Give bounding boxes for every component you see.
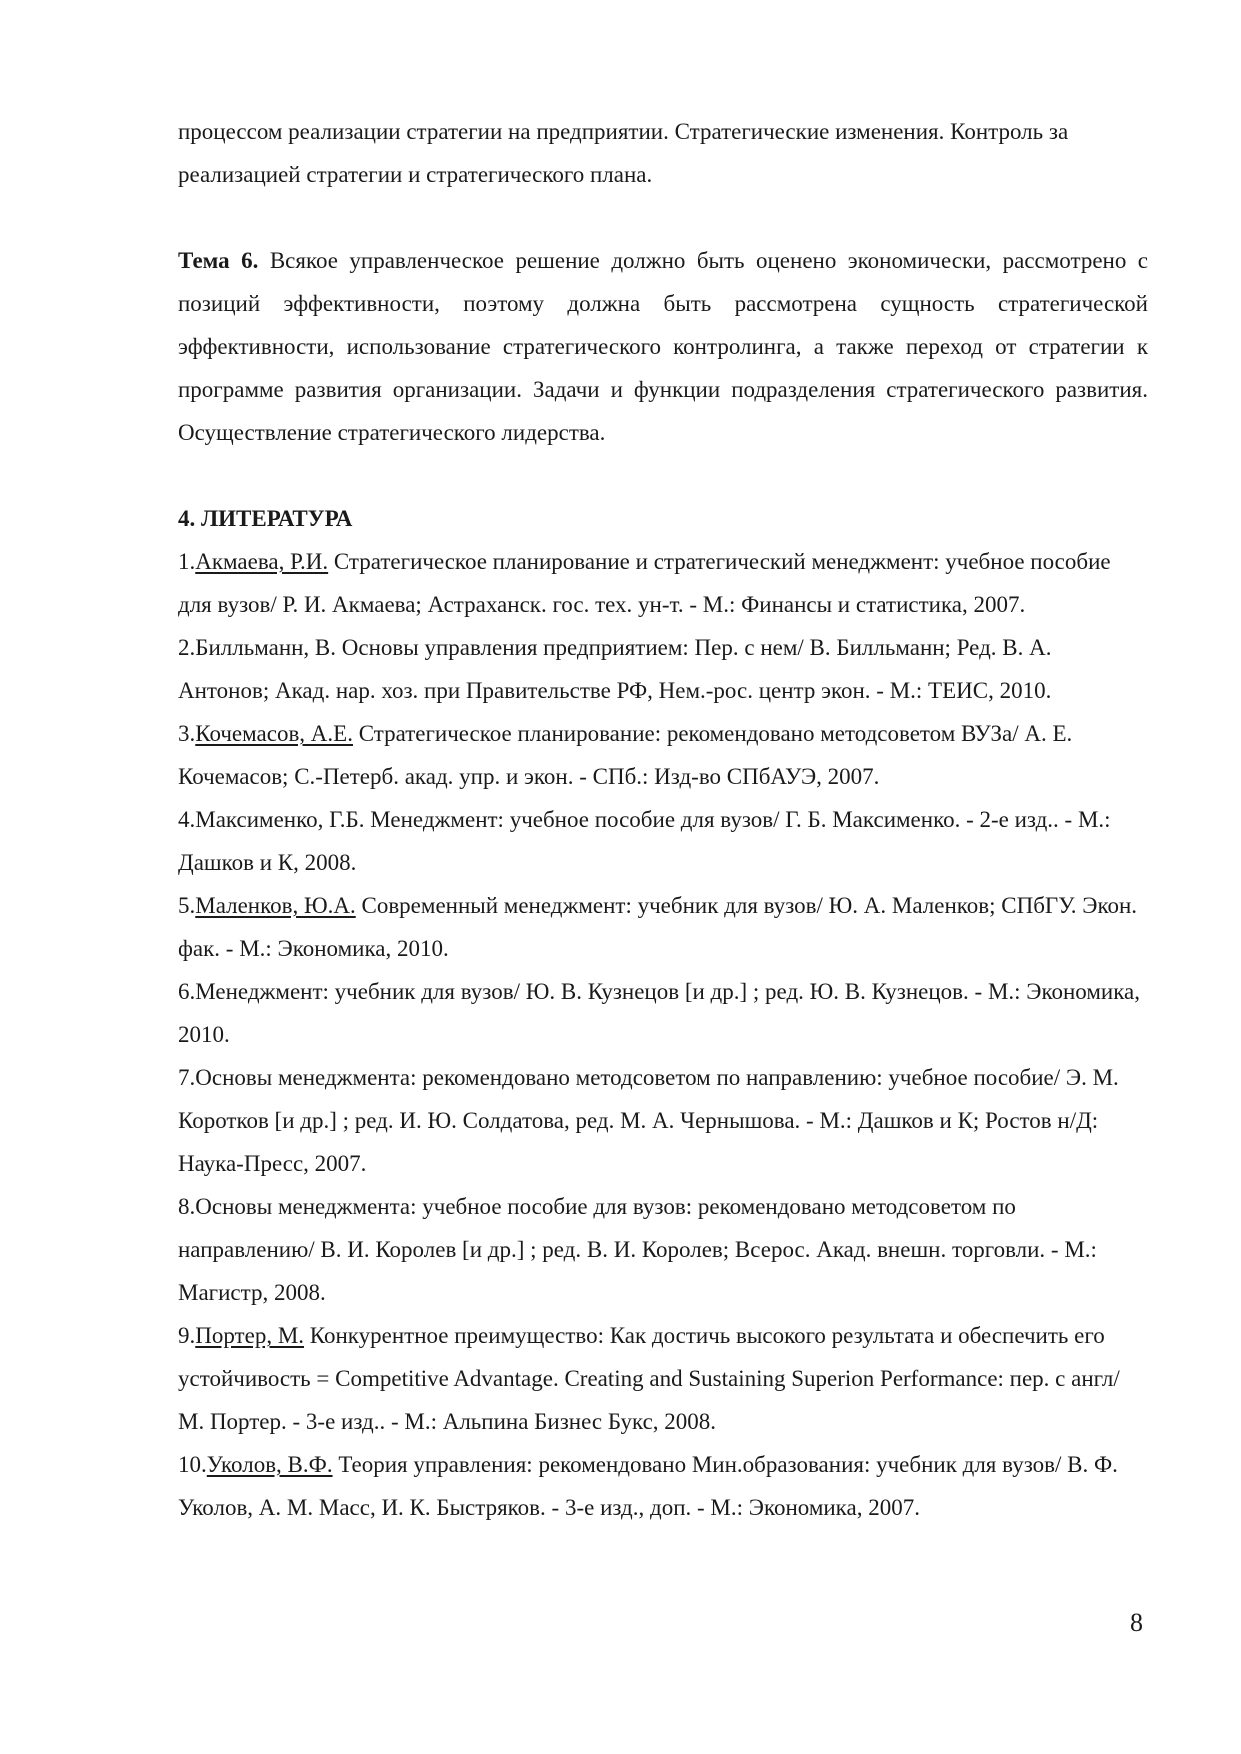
intro-paragraph (178, 110, 1148, 196)
item-number: 1. (178, 549, 196, 574)
item-text: Билльманн, В. Основы управления предприятием: Пер. с нем/ В. Билльманн; Ред. В. А. Антонов; Акад. нар. хоз. при Правительстве РФ, Нем.-рос. центр экон. - М.: ТЕИС, 2010. (178, 635, 1052, 703)
author-link[interactable]: Кочемасов, А.Е. (195, 721, 353, 746)
item-number: 3. (178, 721, 196, 746)
intro-text: процессом реализации стратегии на предприятии. Стратегические изменения. Контроль за реализацией стратегии и стратегического плана. (178, 119, 1069, 187)
item-text: Конкурентное преимущество: Как достичь высокого результата и обеспечить его устойчивость = Competitive Advantage. Creating and Sustaining Superion Performance: пер. с англ/ М. Портер. - 3-е изд.. - М.: Альпина Бизнес Букс, 2008. (178, 1323, 1120, 1434)
item-number: 2. (178, 635, 196, 660)
spacer (178, 196, 1148, 239)
item-text: Теория управления: рекомендовано Мин.образования: учебник для вузов/ В. Ф. Уколов, А. М. Масс, И. К. Быстряков. - 3-е изд., доп. - М.: Экономика, 2007. (178, 1452, 1118, 1520)
literature-item-5 (178, 884, 1148, 970)
item-number: 4. (178, 807, 196, 832)
item-text: Основы менеджмента: учебное пособие для вузов: рекомендовано методсоветом по направлению/ В. И. Королев [и др.] ; ред. В. И. Королев; Всерос. Акад. внешн. торговли. - М.: Магистр, 2008. (178, 1194, 1097, 1305)
item-number: 9. (178, 1323, 196, 1348)
literature-item-7 (178, 1056, 1148, 1185)
literature-item-10 (178, 1443, 1148, 1529)
item-text: Современный менеджмент: учебник для вузов/ Ю. А. Маленков; СПбГУ. Экон. фак. - М.: Экономика, 2010. (178, 893, 1138, 961)
page-number: 8 (1130, 1608, 1143, 1637)
item-text: Максименко, Г.Б. Менеджмент: учебное пособие для вузов/ Г. Б. Максименко. - 2-е изд.. - М.: Дашков и К, 2008. (178, 807, 1111, 875)
topic-6-text: Всякое управленческое решение должно быть оценено экономически, рассмотрено с позиций эффективности, поэтому должна быть рассмотрена сущность стратегической эффективности, использование стратегического контролинга, а также переход от стратегии к программе развития организации. Задачи и функции подразделения стратегического развития. Осуществление стратегического лидерства. (178, 248, 1148, 445)
spacer (178, 454, 1148, 497)
literature-item-8 (178, 1185, 1148, 1314)
literature-heading: 4. ЛИТЕРАТУРА (178, 506, 353, 531)
literature-item-6 (178, 970, 1148, 1056)
literature-item-2 (178, 626, 1148, 712)
literature-item-3 (178, 712, 1148, 798)
author-link[interactable]: Уколов, В.Ф. (206, 1452, 333, 1477)
item-text: Стратегическое планирование и стратегический менеджмент: учебное пособие для вузов/ Р. И. Акмаева; Астраханск. гос. тех. ун-т. - М.: Финансы и статистика, 2007. (178, 549, 1111, 617)
item-number: 10. (178, 1452, 207, 1477)
item-text: Основы менеджмента: рекомендовано методсоветом по направлению: учебное пособие/ Э. М. Коротков [и др.] ; ред. И. Ю. Солдатова, ред. М. А. Чернышова. - М.: Дашков и К; Ростов н/Д: Наука-Пресс, 2007. (178, 1065, 1119, 1176)
item-number: 8. (178, 1194, 196, 1219)
author-link[interactable]: Акмаева, Р.И. (195, 549, 329, 574)
author-link[interactable]: Портер, М. (195, 1323, 305, 1348)
literature-item-1 (178, 540, 1148, 626)
item-number: 7. (178, 1065, 196, 1090)
author-link[interactable]: Маленков, Ю.А. (195, 893, 356, 918)
item-text: Стратегическое планирование: рекомендовано методсоветом ВУЗа/ А. Е. Кочемасов; С.-Петерб. акад. упр. и экон. - СПб.: Изд-во СПбАУЭ, 2007. (178, 721, 1073, 789)
document-page (178, 110, 1148, 1529)
topic-6-paragraph (178, 239, 1148, 454)
item-number: 5. (178, 893, 196, 918)
item-number: 6. (178, 979, 196, 1004)
literature-item-9 (178, 1314, 1148, 1443)
literature-item-4 (178, 798, 1148, 884)
topic-6-label: Тема 6. (178, 248, 259, 273)
item-text: Менеджмент: учебник для вузов/ Ю. В. Кузнецов [и др.] ; ред. Ю. В. Кузнецов. - М.: Экономика, 2010. (178, 979, 1140, 1047)
